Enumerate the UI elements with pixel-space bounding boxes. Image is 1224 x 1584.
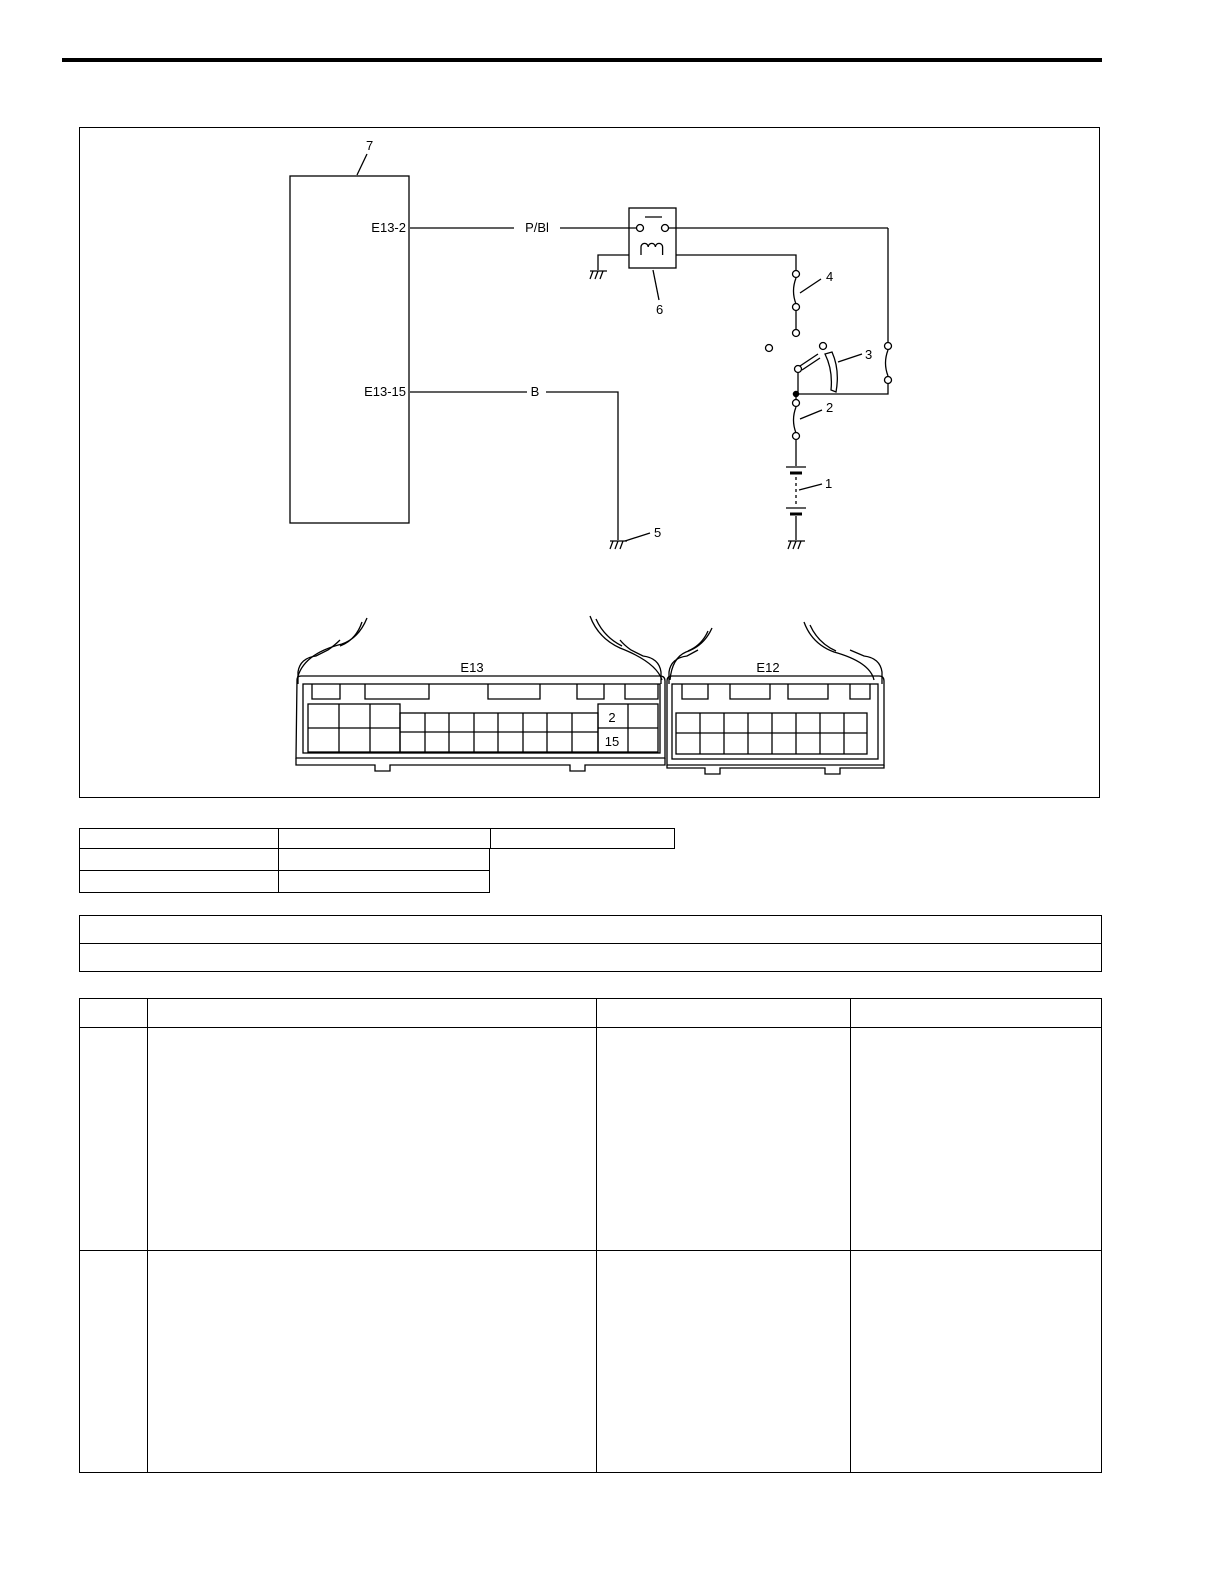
connector-e12 [667,676,884,774]
spec-cell [279,871,490,893]
step-cell [80,1251,148,1473]
spec-table-small-rows [79,848,490,893]
battery-ground-symbol [788,541,805,549]
no-cell [851,1028,1102,1251]
description-body-cell [80,944,1102,972]
wire-relay-to-fuse-4 [676,255,796,270]
relay-ground-symbol [590,271,607,279]
callout-5: 5 [654,525,662,540]
callout-4-leader [800,279,821,293]
callout-1: 1 [825,476,833,491]
callout-1-leader [799,484,822,490]
description-header-cell [80,916,1102,944]
callout-7-leader [357,154,367,175]
spec-cell [491,829,675,849]
callout-3-leader [838,354,862,362]
connector-e13-label: E13 [460,660,484,675]
callout-2: 2 [826,400,834,415]
step-cell [80,1028,148,1251]
main-relay [629,208,676,268]
ecm-ground-symbol [610,541,627,549]
callout-7: 7 [366,138,374,153]
fuse-4 [793,271,800,311]
terminal-e13-2-label: E13-2 [371,220,406,235]
action-header-cell [148,999,597,1028]
callout-6-leader [653,270,659,300]
page-header-rule [62,58,1102,62]
e13-pin-2: 2 [608,710,616,725]
relay-coil-ground-wire [598,255,629,270]
callout-4: 4 [826,269,834,284]
fuse-3 [885,343,892,384]
ignition-switch [766,343,838,393]
wiring-diagram-figure [79,127,1100,798]
callout-3: 3 [865,347,873,362]
wiring-diagram [80,128,1101,799]
yes-cell [597,1251,851,1473]
spec-cell [80,871,279,893]
wire-b-right [546,392,618,540]
spec-table-small [79,828,675,849]
action-cell [148,1251,597,1473]
wire-color-b: B [530,384,540,399]
spec-cell [279,829,491,849]
step-header-cell [80,999,148,1028]
connector-e12-label: E12 [756,660,780,675]
yes-cell [597,1028,851,1251]
wire-fuse-3-to-junction [796,384,888,394]
troubleshooting-table [79,998,1102,1473]
fuse-2 [793,400,800,440]
spec-cell [279,849,490,871]
callout-2-leader [800,410,822,419]
ignition-switch-terminal-ig [793,330,800,337]
description-table [79,915,1102,972]
spec-cell [80,849,279,871]
no-cell [851,1251,1102,1473]
spec-cell [80,829,279,849]
terminal-e13-15-label: E13-15 [364,384,406,399]
action-cell [148,1028,597,1251]
battery [786,467,806,540]
harness-wires [297,616,874,680]
no-header-cell [851,999,1102,1028]
callout-6: 6 [656,302,664,317]
callout-5-leader [625,533,650,541]
wire-color-p-bl: P/Bl [525,220,549,235]
e13-pin-15: 15 [604,734,620,749]
yes-header-cell [597,999,851,1028]
e13-brace-right [620,640,661,684]
